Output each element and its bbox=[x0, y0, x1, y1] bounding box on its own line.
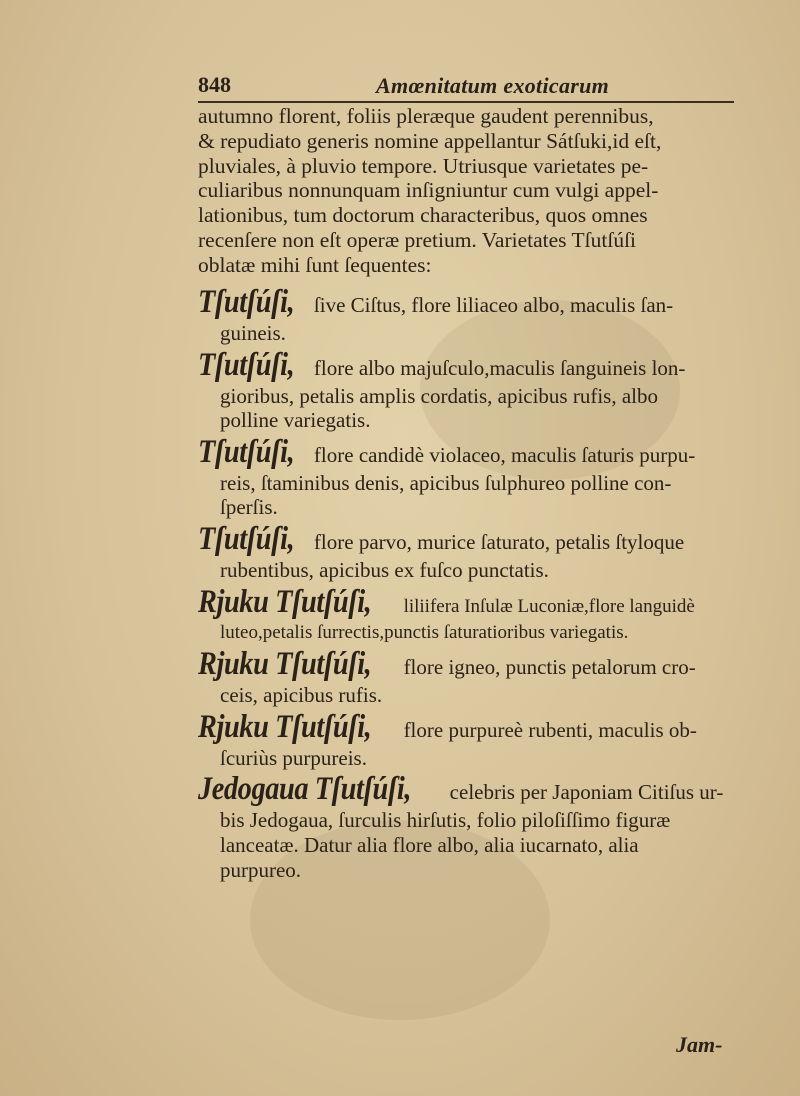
variety-entry bbox=[198, 520, 738, 583]
variety-name: Tſutſúſi, bbox=[198, 346, 295, 383]
variety-name: Tſutſúſi, bbox=[198, 520, 295, 557]
variety-description: flore purpureè rubenti, maculis ob- bbox=[403, 717, 697, 742]
text-line: lationibus, tum doctorum characteribus, quos omnes bbox=[198, 203, 648, 228]
variety-entry bbox=[198, 346, 738, 433]
variety-name: Rjuku Tſutſúſi, bbox=[198, 583, 372, 620]
variety-name: Tſutſúſi, bbox=[198, 284, 295, 320]
variety-description: celebris per Japoniam Citiſus ur- bbox=[449, 780, 724, 805]
variety-description: ſperſis. bbox=[220, 495, 278, 520]
header-rule bbox=[198, 101, 734, 103]
variety-description: luteo,petalis ſurrectis,punctis ſaturatioribus variegatis. bbox=[220, 621, 629, 643]
variety-description: flore parvo, murice ſaturato, petalis ſtyloque bbox=[313, 529, 685, 554]
variety-description: flore albo majuſculo,maculis ſanguineis lon- bbox=[313, 355, 686, 380]
variety-entry bbox=[198, 770, 738, 882]
variety-description: ſcuriùs purpureis. bbox=[220, 745, 367, 770]
variety-description: flore candidè violaceo, maculis ſaturis purpu- bbox=[313, 442, 696, 467]
variety-description: gioribus, petalis amplis cordatis, apicibus rufis, albo bbox=[220, 383, 659, 408]
text-line: recenſere non eſt operæ pretium. Varietates Tſutſúſi bbox=[198, 227, 637, 252]
variety-description: guineis. bbox=[220, 321, 286, 345]
variety-entry bbox=[198, 583, 738, 646]
variety-entry bbox=[198, 708, 738, 771]
text-line: oblatæ mihi ſunt ſequentes: bbox=[198, 252, 432, 277]
variety-entry bbox=[198, 645, 738, 708]
variety-description: flore igneo, punctis petalorum cro- bbox=[403, 655, 696, 680]
text-line: pluviales, à pluvio tempore. Utriusque varietates pe- bbox=[198, 153, 649, 178]
running-title: Amœnitatum exoticarum bbox=[376, 73, 610, 98]
variety-entry bbox=[198, 283, 738, 346]
text-line: autumno florent, foliis pleræque gaudent perennibus, bbox=[198, 104, 654, 128]
catchword: Jam- bbox=[676, 1032, 723, 1057]
variety-description: reis, ſtaminibus denis, apicibus ſulphureo polline con- bbox=[220, 470, 672, 495]
variety-description: bis Jedogaua, ſurculis hirſutis, folio piloſiſſimo figuræ bbox=[220, 808, 671, 833]
running-header bbox=[198, 72, 732, 102]
variety-description: ſive Ciſtus, flore liliaceo albo, maculis ſan- bbox=[313, 293, 674, 317]
page-number: 848 bbox=[198, 72, 231, 97]
variety-description: polline variegatis. bbox=[220, 408, 371, 433]
variety-description: rubentibus, apicibus ex fuſco punctatis. bbox=[220, 557, 549, 582]
variety-description: purpureo. bbox=[220, 857, 302, 882]
varieties-list bbox=[198, 283, 738, 882]
text-line: culiaribus nonnunquam inſigniuntur cum vulgi appel- bbox=[198, 178, 659, 203]
variety-name: Jedogaua Tſutſúſi, bbox=[198, 771, 411, 808]
variety-name: Rjuku Tſutſúſi, bbox=[198, 646, 372, 683]
variety-description: ceis, apicibus rufis. bbox=[220, 683, 383, 708]
variety-description: liliifera Inſulæ Luconiæ,flore languidè bbox=[403, 595, 695, 617]
variety-description: lanceatæ. Datur alia flore albo, alia iucarnato, alia bbox=[220, 832, 639, 857]
text-line: & repudiato generis nomine appellantur Sátſuki,id eſt, bbox=[198, 128, 662, 153]
intro-paragraph bbox=[198, 104, 738, 278]
variety-name: Rjuku Tſutſúſi, bbox=[198, 708, 372, 745]
variety-name: Tſutſúſi, bbox=[198, 433, 295, 470]
variety-entry bbox=[198, 433, 738, 520]
